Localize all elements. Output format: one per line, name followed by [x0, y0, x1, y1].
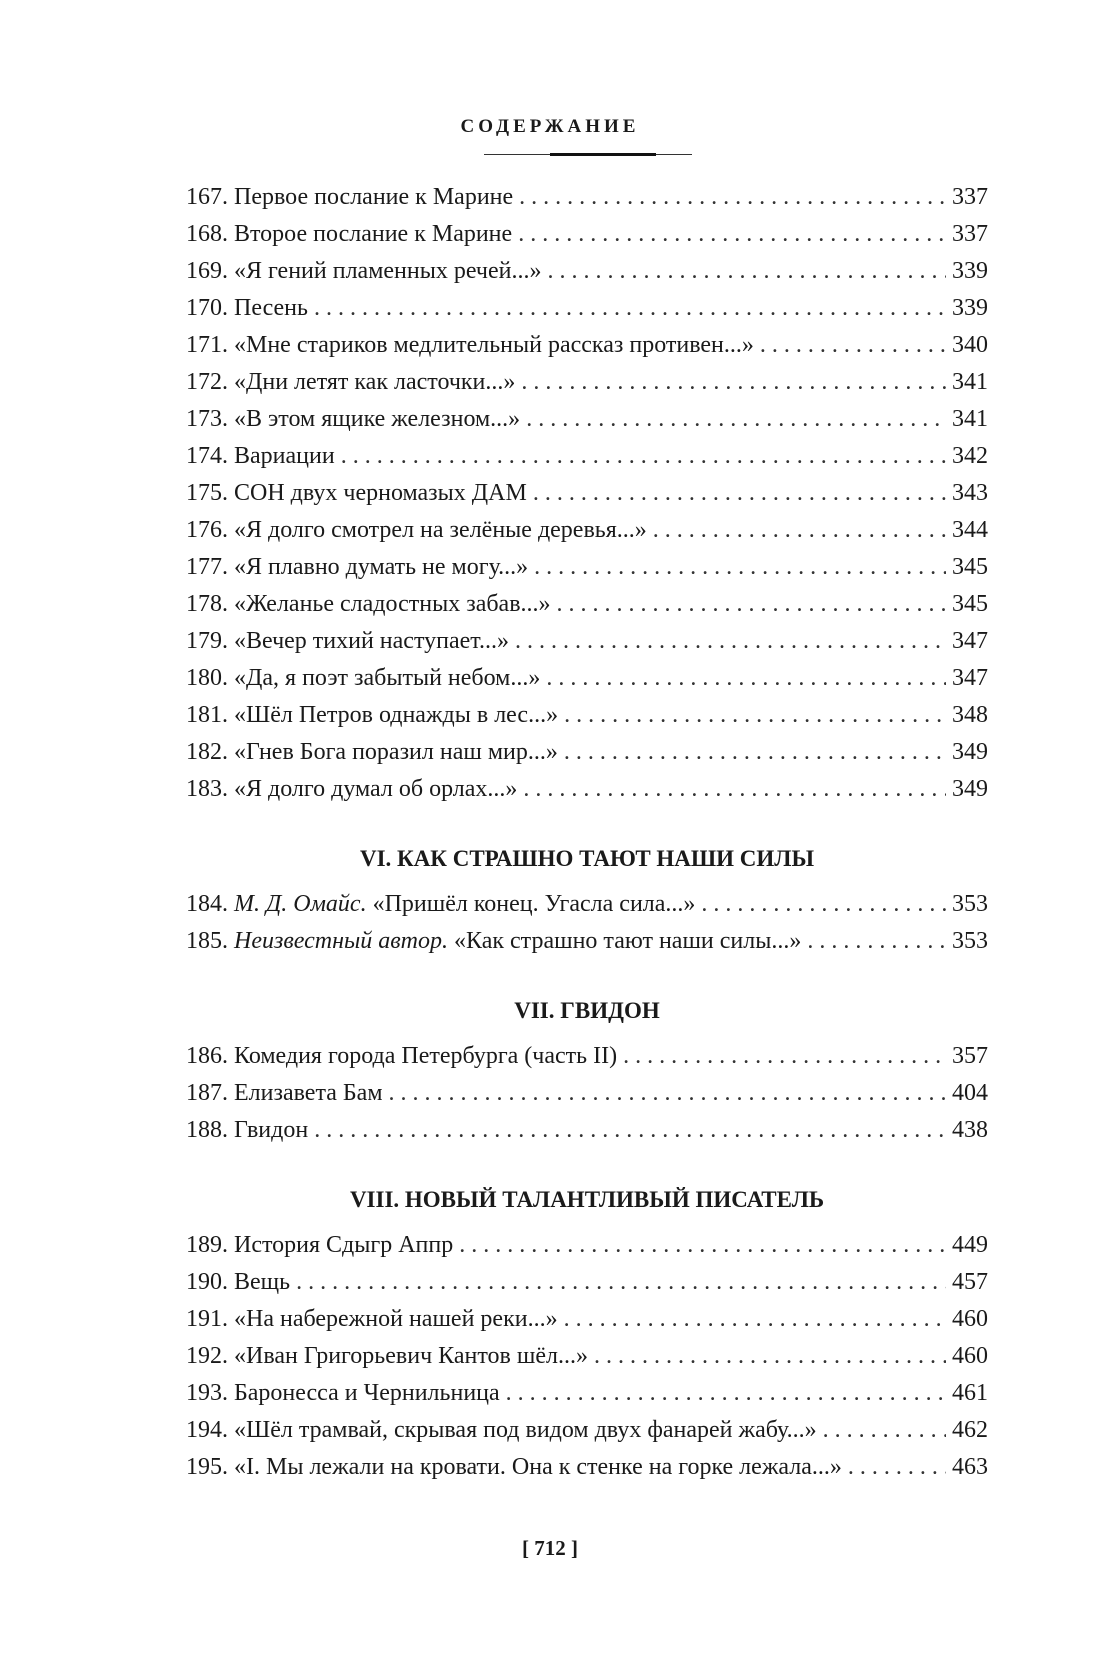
- entry-title: [186, 928, 801, 955]
- running-head: СОДЕРЖАНИЕ: [460, 116, 640, 137]
- entry-title: [186, 891, 695, 918]
- entry-title: 169. «Я гений пламенных речей...»: [186, 258, 542, 284]
- entry-page: 345: [952, 554, 988, 580]
- table-of-contents: [186, 184, 988, 1491]
- toc-entry: [186, 184, 988, 221]
- dot-leader: [533, 480, 946, 507]
- dot-leader: [823, 1417, 946, 1444]
- dot-leader: [547, 258, 946, 285]
- entry-page: 337: [952, 184, 988, 210]
- entry-title: 179. «Вечер тихий наступает...»: [186, 628, 509, 654]
- dot-leader: [623, 1043, 946, 1070]
- dot-leader: [701, 891, 946, 918]
- toc-entry: [186, 1043, 988, 1080]
- entry-page: 349: [952, 739, 988, 765]
- toc-entry: [186, 1380, 988, 1417]
- entry-page: 340: [952, 332, 988, 358]
- entry-page: 461: [952, 1380, 988, 1406]
- entry-page: 460: [952, 1343, 988, 1369]
- entry-title: 180. «Да, я поэт забытый небом...»: [186, 665, 541, 691]
- toc-entry: [186, 1454, 988, 1491]
- toc-entry: [186, 928, 988, 965]
- entry-title: 174. Вариации: [186, 443, 335, 469]
- toc-entry: [186, 628, 988, 665]
- toc-entry: [186, 221, 988, 258]
- entries-section-8: [186, 1232, 988, 1491]
- entry-title: 182. «Гнев Бога поразил наш мир...»: [186, 739, 558, 765]
- dot-leader: [523, 776, 946, 803]
- dot-leader: [760, 332, 946, 359]
- toc-entry: [186, 517, 988, 554]
- section-title-8: VIII. НОВЫЙ ТАЛАНТЛИВЫЙ ПИСАТЕЛЬ: [349, 1187, 825, 1212]
- dot-leader: [526, 406, 946, 433]
- dot-leader: [459, 1232, 946, 1259]
- dot-leader: [564, 739, 946, 766]
- entry-author: М. Д. Омайс.: [234, 891, 367, 917]
- toc-entry: [186, 369, 988, 406]
- dot-leader: [519, 184, 946, 211]
- section-title-6: VI. КАК СТРАШНО ТАЮТ НАШИ СИЛЫ: [359, 846, 815, 871]
- dot-leader: [521, 369, 946, 396]
- dot-leader: [389, 1080, 946, 1107]
- dot-leader: [557, 591, 946, 618]
- entry-page: 339: [952, 258, 988, 284]
- toc-entry: [186, 258, 988, 295]
- entry-page: 347: [952, 665, 988, 691]
- toc-entry: [186, 1117, 988, 1154]
- dot-leader: [534, 554, 946, 581]
- entry-title: 186. Комедия города Петербурга (часть II): [186, 1043, 618, 1069]
- toc-entry: [186, 1306, 988, 1343]
- toc-entry: [186, 1343, 988, 1380]
- toc-entry: [186, 1232, 988, 1269]
- entry-page: 348: [952, 702, 988, 728]
- entry-title: 190. Вещь: [186, 1269, 291, 1295]
- entry-page: 341: [952, 406, 988, 432]
- dot-leader: [807, 928, 946, 955]
- entry-title: 188. Гвидон: [186, 1117, 309, 1143]
- dot-leader: [564, 1306, 946, 1333]
- toc-entry: [186, 1269, 988, 1306]
- entry-page: 349: [952, 776, 988, 802]
- dot-leader: [341, 443, 946, 470]
- toc-entry: [186, 591, 988, 628]
- entry-title: 189. История Сдыгр Аппр: [186, 1232, 454, 1258]
- entries-group-a: [186, 184, 988, 813]
- entry-page: 341: [952, 369, 988, 395]
- dot-leader: [515, 628, 946, 655]
- toc-entry: [186, 480, 988, 517]
- dot-leader: [594, 1343, 946, 1370]
- toc-entry: [186, 665, 988, 702]
- dot-leader: [314, 1117, 946, 1144]
- toc-entry: [186, 443, 988, 480]
- entry-title: 167. Первое послание к Марине: [186, 184, 514, 210]
- toc-entry: [186, 776, 988, 813]
- entry-title: 195. «I. Мы лежали на кровати. Она к стенке на горке лежала...»: [186, 1454, 842, 1480]
- entry-title: 177. «Я плавно думать не могу...»: [186, 554, 529, 580]
- entry-page: 347: [952, 628, 988, 654]
- entry-title: 173. «В этом ящике железном...»: [186, 406, 521, 432]
- dot-leader: [546, 665, 946, 692]
- entry-title: 181. «Шёл Петров однажды в лес...»: [186, 702, 559, 728]
- entry-page: 438: [952, 1117, 988, 1143]
- entry-page: 357: [952, 1043, 988, 1069]
- entry-page: 463: [952, 1454, 988, 1480]
- dot-leader: [506, 1380, 946, 1407]
- toc-entry: [186, 702, 988, 739]
- toc-entry: [186, 295, 988, 332]
- entry-title: 187. Елизавета Бам: [186, 1080, 383, 1106]
- entry-title: 192. «Иван Григорьевич Кантов шёл...»: [186, 1343, 588, 1369]
- entry-page: 460: [952, 1306, 988, 1332]
- entry-page: 339: [952, 295, 988, 321]
- entry-page: 337: [952, 221, 988, 247]
- dot-leader: [564, 702, 946, 729]
- entry-page: 344: [952, 517, 988, 543]
- section-title-7: VII. ГВИДОН: [514, 998, 660, 1023]
- entry-title: 172. «Дни летят как ласточки...»: [186, 369, 516, 395]
- entries-section-7: [186, 1043, 988, 1154]
- entry-page: 353: [952, 891, 988, 917]
- dot-leader: [518, 221, 946, 248]
- entry-title: 176. «Я долго смотрел на зелёные деревья...»: [186, 517, 647, 543]
- toc-entry: [186, 739, 988, 776]
- entry-page: 342: [952, 443, 988, 469]
- entry-title: 193. Баронесса и Чернильница: [186, 1380, 500, 1406]
- entry-page: 343: [952, 480, 988, 506]
- entry-page: 462: [952, 1417, 988, 1443]
- entry-work: «Пришёл конец. Угасла сила...»: [372, 891, 696, 917]
- dot-leader: [653, 517, 946, 544]
- toc-entry: [186, 891, 988, 928]
- entries-section-6: [186, 891, 988, 965]
- entry-author: Неизвестный автор.: [234, 928, 448, 954]
- entry-title: 171. «Мне стариков медлительный рассказ противен...»: [186, 332, 754, 358]
- entry-title: 178. «Желанье сладостных забав...»: [186, 591, 551, 617]
- entry-title: 170. Песень: [186, 295, 308, 321]
- toc-entry: [186, 554, 988, 591]
- dot-leader: [314, 295, 946, 322]
- entry-page: 449: [952, 1232, 988, 1258]
- entry-title: 183. «Я долго думал об орлах...»: [186, 776, 518, 802]
- dot-leader: [296, 1269, 946, 1296]
- entry-work: «Как страшно тают наши силы...»: [454, 928, 802, 954]
- toc-entry: [186, 332, 988, 369]
- entry-page: 457: [952, 1269, 988, 1295]
- dot-leader: [848, 1454, 946, 1481]
- entry-title: 191. «На набережной нашей реки...»: [186, 1306, 558, 1332]
- entry-title: 175. СОН двух черномазых ДАМ: [186, 480, 527, 506]
- page-number: [ 712 ]: [522, 1536, 578, 1560]
- toc-entry: [186, 406, 988, 443]
- entry-page: 404: [952, 1080, 988, 1106]
- entry-number: 185.: [186, 928, 228, 954]
- head-rule-accent: [550, 153, 656, 156]
- entry-title: 194. «Шёл трамвай, скрывая под видом двух фанарей жабу...»: [186, 1417, 817, 1443]
- entry-page: 345: [952, 591, 988, 617]
- entry-page: 353: [952, 928, 988, 954]
- toc-entry: [186, 1417, 988, 1454]
- toc-entry: [186, 1080, 988, 1117]
- entry-number: 184.: [186, 891, 228, 917]
- entry-title: 168. Второе послание к Марине: [186, 221, 513, 247]
